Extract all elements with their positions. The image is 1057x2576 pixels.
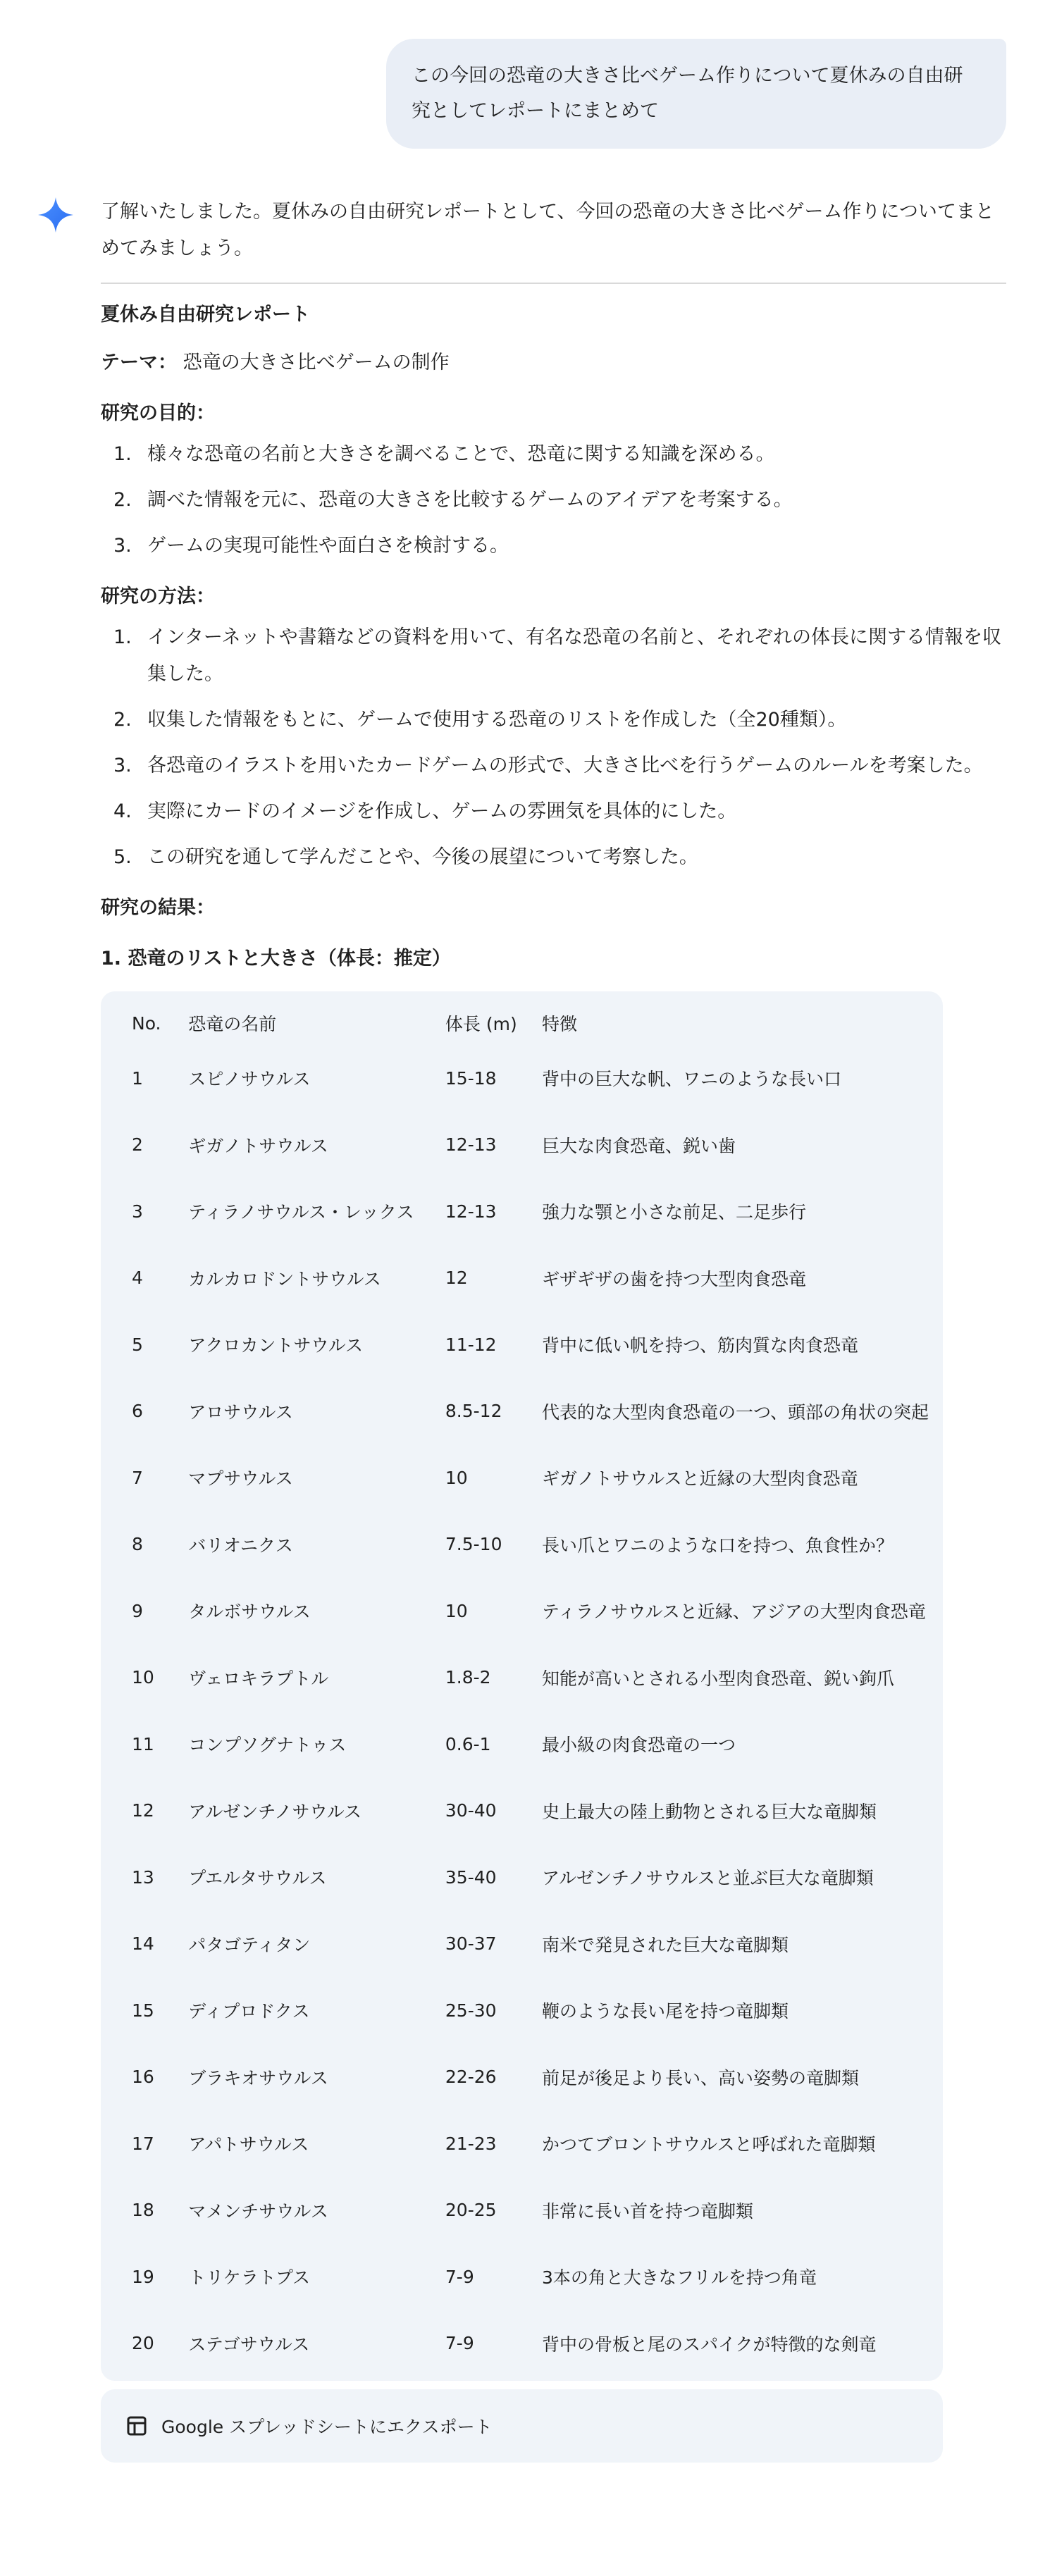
table-row	[115, 2110, 929, 2177]
assistant-response	[101, 194, 1006, 2463]
export-label: Google スプレッドシートにエクスポート	[161, 2417, 493, 2437]
cell-feature: 南米で発見された巨大な竜脚類	[541, 1934, 789, 1955]
dinosaur-table	[115, 1001, 929, 2377]
cell-no: 1	[132, 1067, 143, 1089]
cell-name: ティラノサウルス・レックス	[188, 1202, 414, 1223]
purpose-heading: 研究の目的：	[101, 402, 215, 424]
dinosaur-list-heading: 1. 恐竜のリストと大きさ（体長：推定）	[101, 948, 451, 970]
table-row	[115, 1711, 929, 1778]
user-message-bubble	[386, 39, 1006, 149]
cell-length: 7.5-10	[445, 1534, 502, 1555]
cell-name: ギガノトサウルス	[188, 1135, 328, 1156]
cell-no: 4	[132, 1268, 143, 1289]
cell-length: 7-9	[445, 2266, 474, 2287]
list-item: 1. インターネットや書籍などの資料を用いて、有名な恐竜の名前と、それぞれの体長に関する情報を収集した。	[113, 626, 1002, 685]
cell-no: 5	[132, 1334, 143, 1355]
column-header-length: 体長 (m)	[445, 1014, 517, 1034]
cell-no: 11	[132, 1733, 154, 1754]
table-row	[115, 1045, 929, 1112]
cell-no: 3	[132, 1201, 143, 1222]
table-icon	[126, 2415, 147, 2436]
cell-feature: 代表的な大型肉食恐竜の一つ、頭部の角状の突起	[541, 1401, 929, 1423]
method-heading: 研究の方法：	[101, 586, 215, 607]
report-theme	[101, 345, 1006, 381]
cell-length: 21-23	[445, 2133, 497, 2154]
cell-feature: ギザギザの歯を持つ大型肉食恐竜	[541, 1268, 806, 1289]
column-header-no: No.	[132, 1013, 161, 1034]
cell-no: 17	[132, 2133, 154, 2154]
list-item: 4. 実際にカードのイメージを作成し、ゲームの雰囲気を具体的にした。	[113, 800, 737, 822]
cell-length: 1.8-2	[445, 1667, 491, 1688]
cell-no: 2	[132, 1134, 143, 1156]
cell-no: 13	[132, 1866, 154, 1888]
cell-name: コンプソグナトゥス	[188, 1735, 347, 1756]
response-intro: 了解いたしました。夏休みの自由研究レポートとして、今回の恐竜の大きさ比べゲーム作りについてまとめてみましょう。	[101, 201, 994, 259]
list-item: 2. 調べた情報を元に、恐竜の大きさを比較するゲームのアイデアを考案する。	[113, 489, 793, 511]
cell-no: 19	[132, 2266, 154, 2287]
cell-name: アロサウルス	[188, 1401, 293, 1423]
cell-no: 20	[132, 2333, 154, 2354]
cell-name: パタゴティタン	[188, 1934, 311, 1955]
cell-length: 35-40	[445, 1866, 497, 1888]
cell-name: トリケラトプス	[188, 2267, 310, 2289]
cell-name: ステゴサウルス	[188, 2334, 310, 2355]
table-row	[115, 1778, 929, 1845]
table-body	[115, 1045, 929, 2377]
cell-feature: 前足が後足より長い、高い姿勢の竜脚類	[541, 2067, 859, 2088]
cell-feature: 史上最大の陸上動物とされる巨大な竜脚類	[541, 1801, 877, 1822]
cell-length: 25-30	[445, 2000, 497, 2021]
cell-feature: 非常に長い首を持つ竜脚類	[541, 2200, 753, 2222]
cell-feature: 最小級の肉食恐竜の一つ	[541, 1735, 736, 1756]
table-row	[115, 1444, 929, 1511]
cell-length: 30-40	[445, 1800, 497, 1821]
table-row	[115, 2177, 929, 2244]
cell-feature: 巨大な肉食恐竜、鋭い歯	[541, 1135, 736, 1156]
cell-length: 12-13	[445, 1134, 497, 1156]
cell-no: 15	[132, 2000, 154, 2021]
table-row	[115, 1645, 929, 1711]
cell-length: 20-25	[445, 2200, 497, 2221]
report-title: 夏休み自由研究レポート	[101, 304, 310, 326]
cell-name: アパトサウルス	[188, 2134, 309, 2155]
table-row	[115, 2310, 929, 2377]
table-row	[115, 1311, 929, 1378]
cell-length: 7-9	[445, 2333, 474, 2354]
table-header-row	[115, 1001, 929, 1045]
theme-value: 恐竜の大きさ比べゲームの制作	[183, 352, 450, 373]
cell-length: 12-13	[445, 1201, 497, 1222]
table-row	[115, 2044, 929, 2111]
cell-name: タルボサウルス	[188, 1602, 311, 1623]
cell-length: 10	[445, 1467, 468, 1488]
cell-name: マメンチサウルス	[188, 2200, 328, 2222]
export-to-sheets-button[interactable]	[101, 2389, 943, 2463]
cell-feature: 3本の角と大きなフリルを持つ角竜	[541, 2267, 817, 2289]
cell-no: 10	[132, 1667, 154, 1688]
table-row	[115, 1378, 929, 1445]
list-item: 5. この研究を通して学んだことや、今後の展望について考察した。	[113, 846, 698, 868]
section-divider	[101, 283, 1006, 284]
cell-name: アクロカントサウルス	[188, 1335, 363, 1356]
cell-name: スピノサウルス	[188, 1069, 311, 1090]
table-row	[115, 1578, 929, 1645]
cell-no: 6	[132, 1401, 143, 1422]
cell-name: ディプロドクス	[188, 2001, 310, 2022]
cell-length: 11-12	[445, 1334, 497, 1355]
list-item: 2. 収集した情報をもとに、ゲームで使用する恐竜のリストを作成した（全20種類）。	[113, 709, 847, 731]
list-item: 1. 様々な恐竜の名前と大きさを調べることで、恐竜に関する知識を深める。	[113, 443, 775, 465]
list-item: 3. ゲームの実現可能性や面白さを検討する。	[113, 535, 509, 557]
list-item: 3. 各恐竜のイラストを用いたカードゲームの形式で、大きさ比べを行うゲームのルールを考案した。	[113, 755, 983, 776]
table-row	[115, 1977, 929, 2044]
cell-name: アルゼンチノサウルス	[188, 1801, 361, 1822]
cell-no: 9	[132, 1600, 143, 1621]
cell-no: 7	[132, 1467, 143, 1488]
cell-feature: 長い爪とワニのような口を持つ、魚食性か？	[541, 1535, 894, 1556]
table-row	[115, 1844, 929, 1911]
cell-name: カルカロドントサウルス	[188, 1268, 381, 1289]
column-header-feature: 特徴	[541, 1014, 577, 1034]
cell-no: 8	[132, 1534, 143, 1555]
cell-name: プエルタサウルス	[188, 1868, 327, 1889]
cell-feature: 知能が高いとされる小型肉食恐竜、鋭い鉤爪	[541, 1668, 894, 1689]
cell-length: 30-37	[445, 1933, 497, 1955]
cell-no: 12	[132, 1800, 154, 1821]
cell-length: 15-18	[445, 1067, 497, 1089]
cell-length: 22-26	[445, 2067, 497, 2088]
table-row	[115, 1511, 929, 1578]
cell-no: 16	[132, 2067, 154, 2088]
cell-no: 14	[132, 1933, 154, 1955]
dinosaur-table-container	[101, 991, 943, 2381]
cell-name: マプサウルス	[188, 1468, 293, 1490]
theme-label: テーマ：	[101, 352, 177, 373]
cell-length: 10	[445, 1600, 468, 1621]
cell-feature: 背中の骨板と尾のスパイクが特徴的な剣竜	[541, 2334, 877, 2355]
cell-length: 0.6-1	[445, 1733, 491, 1754]
cell-length: 12	[445, 1268, 468, 1289]
cell-no: 18	[132, 2200, 154, 2221]
cell-feature: アルゼンチノサウルスと並ぶ巨大な竜脚類	[541, 1868, 874, 1889]
cell-feature: 背中に低い帆を持つ、筋肉質な肉食恐竜	[541, 1335, 858, 1356]
result-heading: 研究の結果：	[101, 897, 215, 919]
cell-feature: ギガノトサウルスと近縁の大型肉食恐竜	[541, 1468, 858, 1490]
cell-name: ヴェロキラプトル	[188, 1668, 329, 1689]
purpose-list	[101, 436, 1006, 564]
column-header-name: 恐竜の名前	[188, 1014, 277, 1034]
cell-name: ブラキオサウルス	[188, 2067, 328, 2088]
user-message-text: この今回の恐竜の大きさ比べゲーム作りについて夏休みの自由研究としてレポートにまとめて	[412, 65, 963, 122]
cell-name: バリオニクス	[188, 1535, 293, 1556]
table-row	[115, 2243, 929, 2310]
table-row	[115, 1112, 929, 1179]
table-row	[115, 1911, 929, 1978]
cell-feature: 強力な顎と小さな前足、二足歩行	[541, 1202, 806, 1223]
cell-feature: 鞭のような長い尾を持つ竜脚類	[541, 2001, 789, 2022]
cell-feature: かつてブロントサウルスと呼ばれた竜脚類	[541, 2134, 876, 2155]
table-row	[115, 1245, 929, 1312]
cell-length: 8.5-12	[445, 1401, 502, 1422]
table-row	[115, 1178, 929, 1245]
cell-feature: 背中の巨大な帆、ワニのような長い口	[541, 1069, 841, 1090]
method-list	[101, 619, 1006, 876]
cell-feature: ティラノサウルスと近縁、アジアの大型肉食恐竜	[541, 1602, 926, 1623]
gemini-sparkle-icon	[37, 196, 75, 234]
